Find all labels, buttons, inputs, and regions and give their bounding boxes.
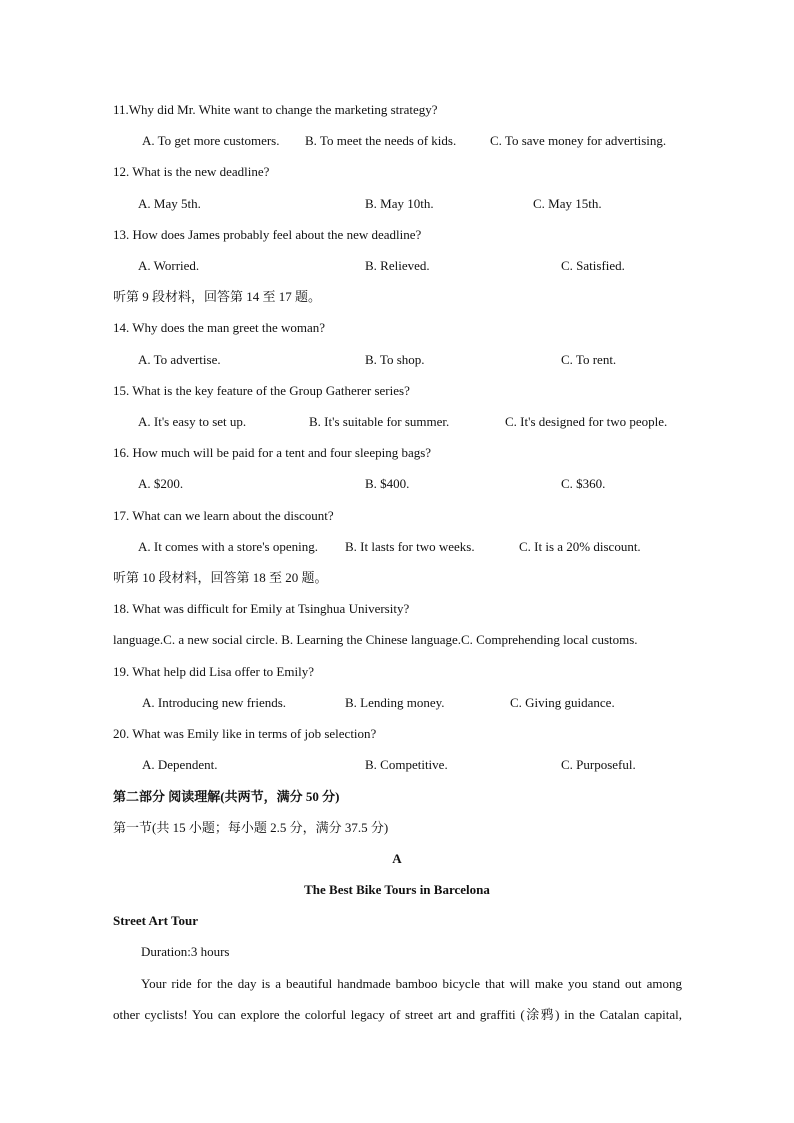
question-13: 13. How does James probably feel about the new deadline? <box>113 227 422 242</box>
question-20: 20. What was Emily like in terms of job selection? <box>113 726 377 741</box>
q17-option-c: C. It is a 20% discount. <box>519 539 641 554</box>
q14-option-c: C. To rent. <box>561 352 617 367</box>
q12-option-b: B. May 10th. <box>365 196 434 211</box>
q14-option-a: A. To advertise. <box>138 352 221 367</box>
question-19: 19. What help did Lisa offer to Emily? <box>113 664 314 679</box>
q19-option-a: A. Introducing new friends. <box>142 695 287 710</box>
tour-name: Street Art Tour <box>113 913 198 928</box>
question-15: 15. What is the key feature of the Group Gatherer series? <box>113 383 410 398</box>
question-12: 12. What is the new deadline? <box>113 164 270 179</box>
question-16: 16. How much will be paid for a tent and four sleeping bags? <box>113 445 432 460</box>
section-10-instruction: 听第 10 段材料，回答第 18 至 20 题。 <box>113 570 328 585</box>
q16-option-c: C. $360. <box>561 476 606 491</box>
q15-option-a: A. It's easy to set up. <box>138 414 247 429</box>
q19-option-b: B. Lending money. <box>345 695 445 710</box>
question-14: 14. Why does the man greet the woman? <box>113 320 326 335</box>
q16-option-a: A. $200. <box>138 476 184 491</box>
passage-title: The Best Bike Tours in Barcelona <box>304 882 490 897</box>
q14-option-b: B. To shop. <box>365 352 425 367</box>
section-9-instruction: 听第 9 段材料，回答第 14 至 17 题。 <box>113 289 322 304</box>
q17-option-a: A. It comes with a store's opening. <box>138 539 318 554</box>
q12-option-c: C. May 15th. <box>533 196 602 211</box>
q18-options: language.C. a new social circle. B. Learning the Chinese language.C. Comprehending local customs. <box>113 632 638 647</box>
q13-option-c: C. Satisfied. <box>561 258 625 273</box>
q20-option-a: A. Dependent. <box>142 757 218 772</box>
q12-option-a: A. May 5th. <box>138 196 201 211</box>
question-18: 18. What was difficult for Emily at Tsinghua University? <box>113 601 410 616</box>
question-17: 17. What can we learn about the discount? <box>113 508 334 523</box>
q11-option-c: C. To save money for advertising. <box>490 133 667 148</box>
q13-option-a: A. Worried. <box>138 258 200 273</box>
q17-option-b: B. It lasts for two weeks. <box>345 539 475 554</box>
q16-option-b: B. $400. <box>365 476 410 491</box>
q15-option-b: B. It's suitable for summer. <box>309 414 450 429</box>
passage-letter: A <box>392 851 402 866</box>
question-11: 11.Why did Mr. White want to change the marketing strategy? <box>113 102 438 117</box>
passage-paragraph-line-2: other cyclists! You can explore the colorful legacy of street art and graffiti (涂鸦) in the Catalan capital, <box>113 1007 682 1022</box>
q15-option-c: C. It's designed for two people. <box>505 414 668 429</box>
q11-option-b: B. To meet the needs of kids. <box>305 133 457 148</box>
part-2-heading: 第二部分 阅读理解(共两节，满分 50 分) <box>113 789 340 804</box>
passage-paragraph-line-1: Your ride for the day is a beautiful handmade bamboo bicycle that will make you stand out among <box>141 976 682 991</box>
tour-duration: Duration:3 hours <box>141 944 230 959</box>
q20-option-c: C. Purposeful. <box>561 757 636 772</box>
q13-option-b: B. Relieved. <box>365 258 430 273</box>
q19-option-c: C. Giving guidance. <box>510 695 615 710</box>
q11-option-a: A. To get more customers. <box>142 133 280 148</box>
q20-option-b: B. Competitive. <box>365 757 448 772</box>
part-2-subheading: 第一节(共 15 小题；每小题 2.5 分，满分 37.5 分) <box>113 820 389 835</box>
